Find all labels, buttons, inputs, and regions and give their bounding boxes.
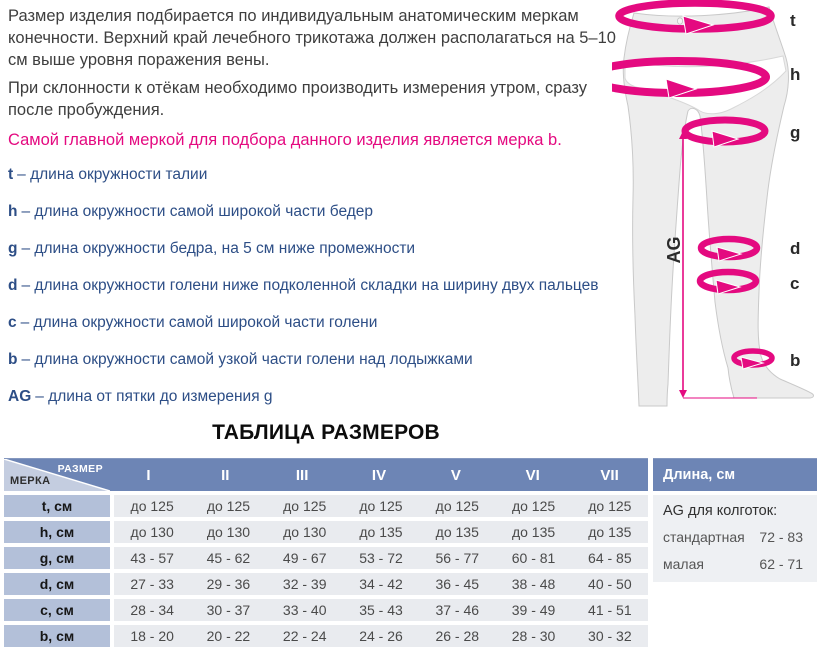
- intro-paragraph-2: При склонности к отёкам необходимо производить измерения утром, сразу после пробуждения.: [8, 79, 587, 119]
- column-header: VI: [525, 466, 540, 484]
- size-cell: 28 - 30: [511, 628, 556, 644]
- size-cell: 20 - 22: [206, 628, 251, 644]
- row-values: [114, 495, 648, 517]
- size-cell: до 125: [511, 498, 556, 514]
- length-option-standard: [663, 529, 803, 545]
- definition-text: – длина окружности бедра, на 5 см ниже промежности: [21, 240, 416, 257]
- column-header: V: [450, 466, 461, 484]
- definition-c: [8, 313, 626, 333]
- size-cell: 29 - 36: [206, 576, 251, 592]
- size-cell: 35 - 43: [359, 602, 403, 618]
- intro-paragraph-1: Размер изделия подбирается по индивидуальным анатомическим меркам конечности. Верхний край лечебного трикотажа должен располагаться на 5–10 см выше уровня поражения вены.: [8, 7, 616, 69]
- size-cell: 40 - 50: [588, 576, 632, 592]
- definition-t: [8, 165, 626, 185]
- column-header: III: [295, 466, 309, 484]
- size-cell: 49 - 67: [282, 550, 327, 566]
- row-label: d, см: [4, 573, 110, 595]
- size-cell: до 125: [206, 498, 251, 514]
- label-ag: AG: [664, 236, 684, 264]
- navel-dot: [677, 18, 682, 24]
- size-cell: до 125: [283, 498, 327, 514]
- definition-text: – длина окружности талии: [17, 166, 208, 183]
- table-row-t: [4, 495, 648, 517]
- definition-key: t: [8, 166, 14, 183]
- corner-measure-label: МЕРКА: [10, 475, 51, 487]
- column-header: VII: [600, 466, 619, 484]
- row-values: [114, 573, 648, 595]
- size-table-header-row: [4, 458, 648, 491]
- size-cell: 39 - 49: [511, 602, 556, 618]
- row-label: h, см: [4, 521, 110, 543]
- row-label: b, см: [4, 625, 110, 647]
- definition-d: [8, 276, 626, 296]
- table-row-c: [4, 599, 648, 621]
- size-cell: 30 - 32: [588, 628, 632, 644]
- size-cell: 38 - 48: [511, 576, 556, 592]
- size-cell: 22 - 24: [282, 628, 327, 644]
- length-panel: [653, 458, 817, 582]
- length-option-name: малая: [663, 556, 704, 572]
- label-c: c: [790, 274, 800, 293]
- size-cell: 24 - 26: [359, 628, 403, 644]
- row-values: [114, 625, 648, 647]
- column-header: IV: [371, 466, 387, 484]
- label-t: t: [790, 11, 796, 30]
- definition-h: [8, 202, 626, 222]
- definition-key: h: [8, 203, 18, 220]
- definition-key: d: [8, 277, 18, 294]
- size-cell: 41 - 51: [588, 602, 632, 618]
- size-cell: 64 - 85: [588, 550, 632, 566]
- table-row-d: [4, 573, 648, 595]
- length-panel-body: [653, 495, 817, 582]
- length-option-range: 62 - 71: [759, 556, 803, 572]
- size-cell: 27 - 33: [130, 576, 174, 592]
- row-label: g, см: [4, 547, 110, 569]
- definition-text: – длина окружности самой широкой части голени: [20, 314, 378, 331]
- size-table-title: ТАБЛИЦА РАЗМЕРОВ: [212, 421, 440, 444]
- definition-key: b: [8, 351, 18, 368]
- size-cell: 60 - 81: [511, 550, 556, 566]
- leg-measurement-diagram: [612, 0, 821, 420]
- length-option-range: 72 - 83: [759, 529, 803, 545]
- size-cell: 18 - 20: [130, 628, 174, 644]
- size-cell: 53 - 72: [359, 550, 403, 566]
- size-cell: до 125: [359, 498, 403, 514]
- size-cell: 30 - 37: [206, 602, 251, 618]
- size-cell: до 135: [511, 524, 556, 540]
- definition-text: – длина окружности самой широкой части бедер: [21, 203, 374, 220]
- column-header: I: [146, 466, 151, 484]
- table-row-g: [4, 547, 648, 569]
- row-values: [114, 521, 648, 543]
- size-cell: до 135: [359, 524, 403, 540]
- length-panel-header: Длина, см: [653, 458, 817, 491]
- label-g: g: [790, 123, 801, 142]
- size-cell: до 130: [130, 524, 174, 540]
- highlight-sentence: Самой главной меркой для подбора данного изделия является мерка b.: [8, 131, 562, 149]
- size-cell: 45 - 62: [206, 550, 251, 566]
- table-row-h: [4, 521, 648, 543]
- size-cell: до 125: [130, 498, 174, 514]
- definition-key: AG: [8, 388, 32, 405]
- length-option-short: [663, 556, 803, 572]
- size-cell: до 135: [588, 524, 632, 540]
- size-cell: 56 - 77: [435, 550, 480, 566]
- definition-key: c: [8, 314, 17, 331]
- definition-text: – длина окружности голени ниже подколенной складки на ширину двух пальцев: [21, 277, 599, 294]
- definition-ag: [8, 387, 626, 407]
- size-cell: 28 - 34: [130, 602, 174, 618]
- size-cell: до 130: [283, 524, 327, 540]
- intro-text-column: [8, 5, 626, 424]
- row-values: [114, 599, 648, 621]
- size-cell: до 135: [435, 524, 479, 540]
- size-cell: 34 - 42: [359, 576, 403, 592]
- size-cell: до 130: [206, 524, 251, 540]
- definition-key: g: [8, 240, 18, 257]
- label-b: b: [790, 351, 801, 370]
- size-cell: 37 - 46: [435, 602, 480, 618]
- table-corner-cell: [4, 459, 110, 491]
- size-cell: 43 - 57: [130, 550, 174, 566]
- label-d: d: [790, 239, 801, 258]
- label-h: h: [790, 65, 801, 84]
- table-row-b: [4, 625, 648, 647]
- size-cell: до 125: [588, 498, 632, 514]
- length-panel-note: AG для колготок:: [663, 503, 778, 519]
- size-cell: 26 - 28: [435, 628, 480, 644]
- size-cell: до 125: [435, 498, 479, 514]
- size-cell: 33 - 40: [282, 602, 327, 618]
- column-header: II: [221, 466, 230, 484]
- size-cell: 36 - 45: [435, 576, 480, 592]
- definition-g: [8, 239, 626, 259]
- corner-size-label: РАЗМЕР: [57, 463, 103, 475]
- length-option-name: стандартная: [663, 529, 745, 545]
- row-values: [114, 547, 648, 569]
- definition-text: – длина от пятки до измерения g: [35, 388, 273, 405]
- row-label: t, см: [4, 495, 110, 517]
- row-label: c, см: [4, 599, 110, 621]
- body-silhouette-figure: [612, 0, 821, 420]
- definition-text: – длина окружности самой узкой части голени над лодыжками: [21, 351, 473, 368]
- definition-b: [8, 350, 626, 370]
- size-table: [4, 458, 648, 647]
- size-cell: 32 - 39: [282, 576, 327, 592]
